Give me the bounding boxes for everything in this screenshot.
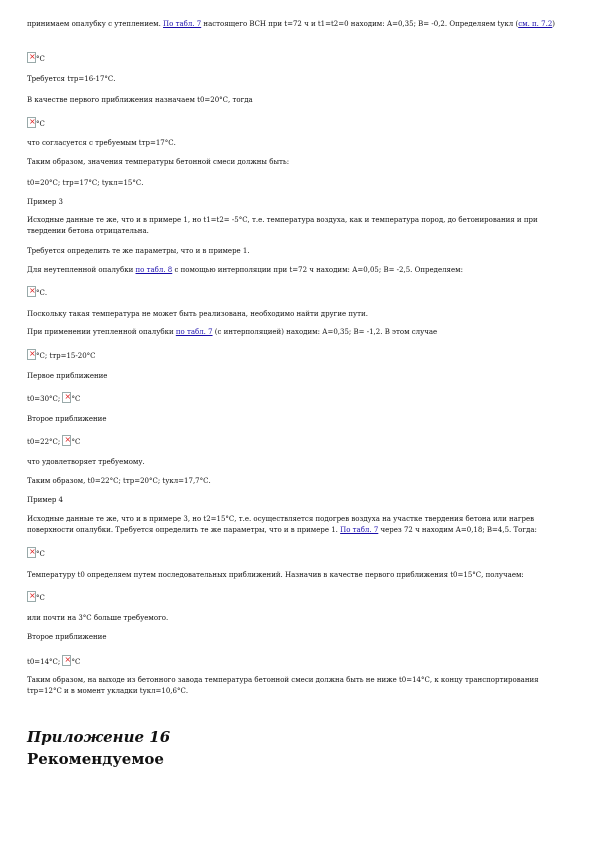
unit-text: °С: [36, 55, 45, 63]
unit-text: °С: [71, 658, 81, 666]
formula-line: [27, 117, 563, 130]
text: А=0,35; В= -0,2. Определяем tукл (: [386, 20, 519, 28]
formula-line: [27, 392, 563, 405]
paragraph: что удовлетворяет требуемому.: [27, 458, 145, 466]
paragraph: Первое приближение: [27, 372, 108, 380]
paragraph: t0=20°С; tтр=17°С; tукл=15°С.: [27, 179, 144, 187]
text: (с интерполяцией) находим: А=0,35; В= -1,2. В этом случае: [212, 328, 438, 336]
text: t0=14°С;: [27, 658, 63, 666]
formula-line: [27, 286, 563, 299]
paragraph: Таким образом, t0=22°С; tтр=20°С; tукл=17,7°С.: [27, 477, 211, 485]
broken-image-icon: [62, 435, 71, 446]
paragraph: Второе приближение: [27, 415, 107, 423]
link-table-7[interactable]: По табл. 7: [163, 20, 202, 28]
text: принимаем опалубку с утеплением.: [27, 20, 164, 28]
paragraph: Температуру t0 определяем путем последовательных приближений. Назначив в качестве первого приближения t0=15°С, получаем:: [27, 571, 524, 579]
paragraph: В качестве первого приближения назначаем t0=20°С, тогда: [27, 96, 253, 104]
paragraph: Второе приближение: [27, 633, 107, 641]
broken-image-icon: [27, 591, 36, 602]
paragraph: что согласуется с требуемым tтр=17°С.: [27, 139, 176, 147]
formula-line: [27, 547, 563, 560]
text: с помощью интерполяции при t=72 ч находим: А=0,05; В= -2,5. Определяем:: [172, 266, 463, 274]
formula-line: [27, 655, 563, 668]
broken-image-icon: [27, 117, 36, 128]
link-section-7-2[interactable]: см. п. 7.2: [518, 20, 553, 28]
broken-image-icon: [27, 547, 36, 558]
paragraph: Требуется определить те же параметры, что и в примере 1.: [27, 247, 250, 255]
unit-text: °С: [36, 594, 45, 602]
text: t0=22°С;: [27, 438, 63, 446]
link-table-8[interactable]: по табл. 8: [135, 266, 173, 274]
formula-line: [27, 591, 563, 604]
paragraph: [27, 265, 563, 276]
paragraph: Таким образом, значения температуры бетонной смеси должны быть:: [27, 158, 290, 166]
paragraph: [27, 514, 563, 536]
text: через 72 ч находим А=0,18; В=4,5. Тогда:: [378, 526, 537, 534]
unit-text: °С: [36, 120, 45, 128]
paragraph: Таким образом, на выходе из бетонного завода температура бетонной смеси должна быть не ниже t0=14°С, к концу транспортирования tтр=12°С и в момент укладки tукл=10,6°С.: [27, 676, 539, 695]
broken-image-icon: [27, 349, 36, 360]
unit-text: °С; tтр=15-20°С: [36, 352, 96, 360]
broken-image-icon: [27, 286, 36, 297]
unit-text: °С: [36, 550, 45, 558]
text: t0=30°С;: [27, 395, 63, 403]
paragraph: Требуется tтр=16-17°С.: [27, 75, 116, 83]
formula-line: [27, 435, 563, 448]
text: Исходные данные те же, что и в примере 3, но t2=15°С, т.е. осуществляется подогрев воздуха на участке твердения бетона или нагрев поверхности опалубки. Требуется определить те же параметры, что и в примере 1.: [27, 515, 535, 534]
appendix-heading: Приложение 16: [27, 728, 171, 746]
broken-image-icon: [62, 392, 71, 403]
example-heading: Пример 3: [27, 198, 63, 206]
paragraph: Исходные данные те же, что и в примере 1, но t1=t2= -5°С, т.е. температура воздуха, как и температура пород, до бетонирования и при твердении бетона отрицательна.: [27, 216, 538, 235]
text: При применении утепленной опалубки: [27, 328, 176, 336]
appendix-subheading: Рекомендуемое: [27, 750, 164, 768]
text: Для неутепленной опалубки: [27, 266, 136, 274]
formula-line: [27, 349, 563, 362]
link-table-7[interactable]: по табл. 7: [175, 328, 213, 336]
link-table-7[interactable]: По табл. 7: [340, 526, 379, 534]
broken-image-icon: [62, 655, 71, 666]
unit-text: °С.: [36, 289, 48, 297]
formula-line: [27, 52, 563, 65]
broken-image-icon: [27, 52, 36, 63]
text: ): [552, 20, 556, 28]
unit-text: °С: [71, 438, 81, 446]
unit-text: °С: [71, 395, 81, 403]
paragraph: Поскольку такая температура не может быть реализована, необходимо найти другие пути.: [27, 310, 368, 318]
text: настоящего ВСН при t=72 ч и t1=t2=0 находим:: [201, 20, 387, 28]
example-heading: Пример 4: [27, 496, 63, 504]
paragraph: [27, 19, 563, 30]
paragraph: или почти на 3°С больше требуемого.: [27, 614, 169, 622]
paragraph: [27, 327, 563, 338]
